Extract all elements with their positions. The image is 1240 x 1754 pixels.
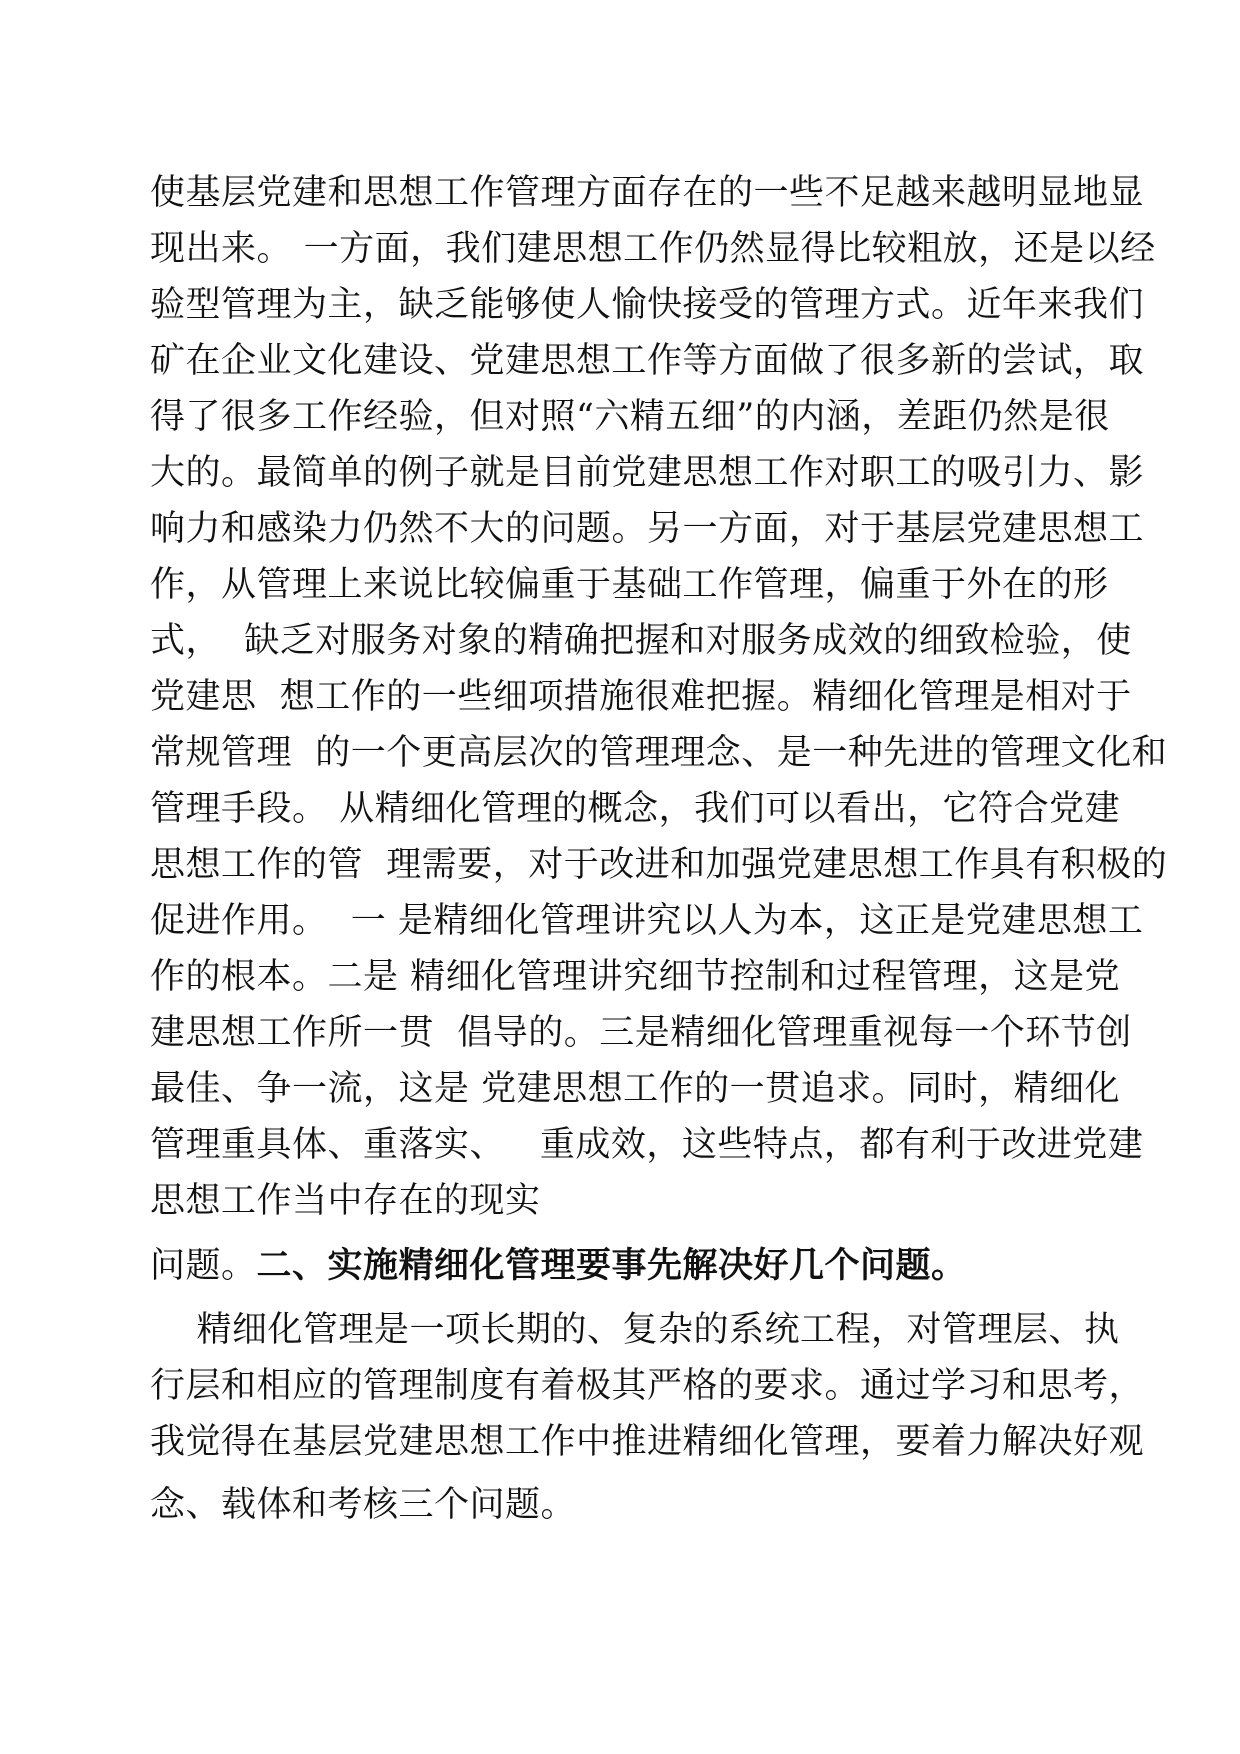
body-line: 现出来。 一方面，我们建思想工作仍然显得比较粗放，还是以经 xyxy=(150,229,1156,269)
body-line: 作，从管理上来说比较偏重于基础工作管理，偏重于外在的形 xyxy=(150,565,1109,605)
paragraph-line: 我觉得在基层党建思想工作中推进精细化管理，要着力解决好观 xyxy=(150,1422,1145,1462)
body-line: 大的。最简单的例子就是目前党建思想工作对职工的吸引力、影 xyxy=(150,453,1145,493)
section-heading: 二、实施精细化管理要事先解决好几个问题。 xyxy=(256,1245,967,1286)
body-line: 常规管理 的一个更高层次的管理理念、是一种先进的管理文化和 xyxy=(150,733,1168,773)
section-heading-line xyxy=(150,1244,967,1288)
body-line: 矿在企业文化建设、党建思想工作等方面做了很多新的尝试，取 xyxy=(150,341,1145,381)
body-line: 思想工作当中存在的现实 xyxy=(150,1181,541,1221)
body-line: 思想工作的管 理需要，对于改进和加强党建思想工作具有积极的 xyxy=(150,845,1168,885)
body-line: 式， 缺乏对服务对象的精确把握和对服务成效的细致检验，使 xyxy=(150,621,1132,661)
body-line: 响力和感染力仍然不大的问题。另一方面，对于基层党建思想工 xyxy=(150,509,1145,549)
heading-prefix: 问题。 xyxy=(150,1246,257,1286)
body-line: 促进作用。 一 是精细化管理讲究以人为本，这正是党建思想工 xyxy=(150,901,1144,941)
body-line: 验型管理为主，缺乏能够使人愉快接受的管理方式。近年来我们 xyxy=(150,285,1145,325)
body-line: 使基层党建和思想工作管理方面存在的一些不足越来越明显地显 xyxy=(150,173,1145,213)
paragraph-line: 精细化管理是一项长期的、复杂的系统工程，对管理层、执 xyxy=(150,1310,1120,1350)
paragraph-line: 行层和相应的管理制度有着极其严格的要求。通过学习和思考， xyxy=(150,1366,1145,1406)
body-line: 管理手段。 从精细化管理的概念，我们可以看出，它符合党建 xyxy=(150,789,1121,829)
paragraph-line: 念、载体和考核三个问题。 xyxy=(150,1485,577,1525)
body-line: 建思想工作所一贯 倡导的。三是精细化管理重视每一个环节创 xyxy=(150,1013,1132,1053)
body-line: 管理重具体、重落实、 重成效，这些特点，都有利于改进党建 xyxy=(150,1125,1144,1165)
body-line: 得了很多工作经验，但对照“六精五细”的内涵，差距仍然是很 xyxy=(150,397,1110,437)
body-line: 最佳、争一流，这是 党建思想工作的一贯追求。同时，精细化 xyxy=(150,1069,1121,1109)
body-line: 作的根本。二是 精细化管理讲究细节控制和过程管理，这是党 xyxy=(150,957,1121,997)
body-line: 党建思 想工作的一些细项措施很难把握。精细化管理是相对于 xyxy=(150,677,1132,717)
